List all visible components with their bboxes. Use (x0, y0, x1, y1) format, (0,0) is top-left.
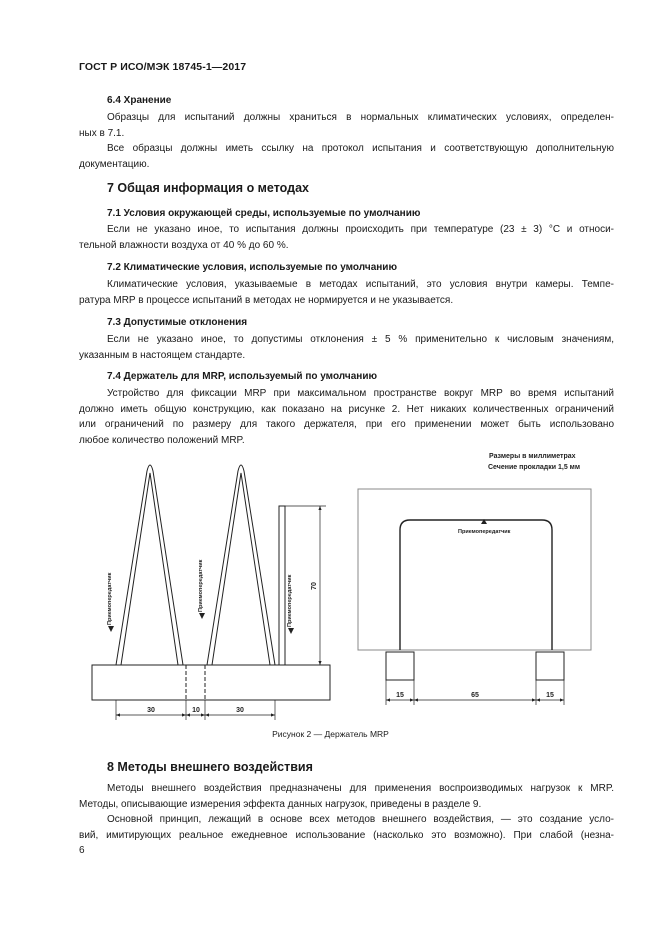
mrp-label-1: Приемопередатчик (107, 572, 113, 625)
section-8-paragraph-1: Методы внешнего воздействия предназначены для применения воспроизводимых нагрузок к MRP. Методы, описывающие измерения эффекта данных нагрузок, приведены в разделе 9. (79, 783, 614, 810)
holder-wall (279, 506, 285, 665)
section-7-4-title: 7.4 Держатель для MRP, используемый по умолчанию (107, 371, 378, 382)
section-8-title: 8 Методы внешнего воздействия (107, 760, 313, 774)
mrp-label-3: Приемопередатчик (287, 574, 293, 627)
dim-15-right: 15 (546, 692, 554, 699)
figure-2-holder-drawing (0, 440, 661, 730)
holder-top-view-frame (358, 489, 591, 650)
dim-70: 70 (311, 582, 318, 590)
section-6-4-paragraph-1: Образцы для испытаний должны храниться в нормальных климатических условиях, определен- ных в 7.1. (79, 112, 614, 139)
section-7-3-paragraph: Если не указано иное, то допустимы отклонения ± 5 % применительно к числовым значениям, указанным в настоящем стандарте. (79, 334, 614, 361)
section-6-4-title: 6.4 Хранение (107, 95, 172, 106)
figure-2-caption: Рисунок 2 — Держатель MRP (272, 729, 389, 739)
holder-foot-left (386, 652, 414, 680)
holder-base (92, 665, 330, 700)
section-8-paragraph-2: Основной принцип, лежащий в основе всех методов внешнего воздействия, — это создание усло- вий, имитирующих реальное ежедневное использование (насколько это возможно). При слабой (незна- (79, 814, 614, 841)
mrp-label-4: Приемопередатчик (458, 529, 511, 535)
holder-spike-right-inner (212, 473, 270, 665)
dim-30-right: 30 (236, 707, 244, 714)
document-header: ГОСТ Р ИСО/МЭК 18745-1—2017 (79, 61, 247, 73)
section-7-title: 7 Общая информация о методах (107, 181, 309, 195)
section-7-1-paragraph: Если не указано иное, то испытания должны происходить при температуре (23 ± 3) °С и относи- тельной влажности воздуха от 40 % до 60 %. (79, 224, 614, 251)
section-7-1-title: 7.1 Условия окружающей среды, используемые по умолчанию (107, 208, 421, 219)
mrp-outline (400, 520, 552, 650)
holder-foot-right (536, 652, 564, 680)
section-6-4-paragraph-2: Все образцы должны иметь ссылку на протокол испытания и соответствующую дополнительную документацию. (79, 143, 614, 170)
mrp-label-2: Приемопередатчик (198, 559, 204, 612)
section-7-3-title: 7.3 Допустимые отклонения (107, 317, 248, 328)
dim-30-left: 30 (147, 707, 155, 714)
holder-spike-left-inner (121, 473, 178, 665)
page-number: 6 (79, 845, 85, 856)
dim-65: 65 (471, 692, 479, 699)
section-7-2-paragraph: Климатические условия, указываемые в методах испытаний, это условия внутри камеры. Темпе- ратура MRP в процессе испытаний в методах не нормируется и не указывается. (79, 279, 614, 306)
holder-spike-right-outer (207, 465, 275, 665)
figure-gasket-note: Сечение прокладки 1,5 мм (488, 464, 581, 471)
dim-10: 10 (192, 707, 200, 714)
dim-15-left: 15 (396, 692, 404, 699)
section-7-4-paragraph: Устройство для фиксации MRP при максимальном пространстве вокруг MRP во время испытаний должно иметь общую конструкцию, как показано на рисунке 2. Нет никаких количественных ограничений или ограничений по размеру для такого держателя, при его применении может быть использовано любое количество положений MRP. (79, 388, 614, 446)
section-7-2-title: 7.2 Климатические условия, используемые по умолчанию (107, 262, 397, 273)
holder-spike-left-outer (116, 465, 183, 665)
figure-units-note: Размеры в миллиметрах (489, 453, 576, 460)
